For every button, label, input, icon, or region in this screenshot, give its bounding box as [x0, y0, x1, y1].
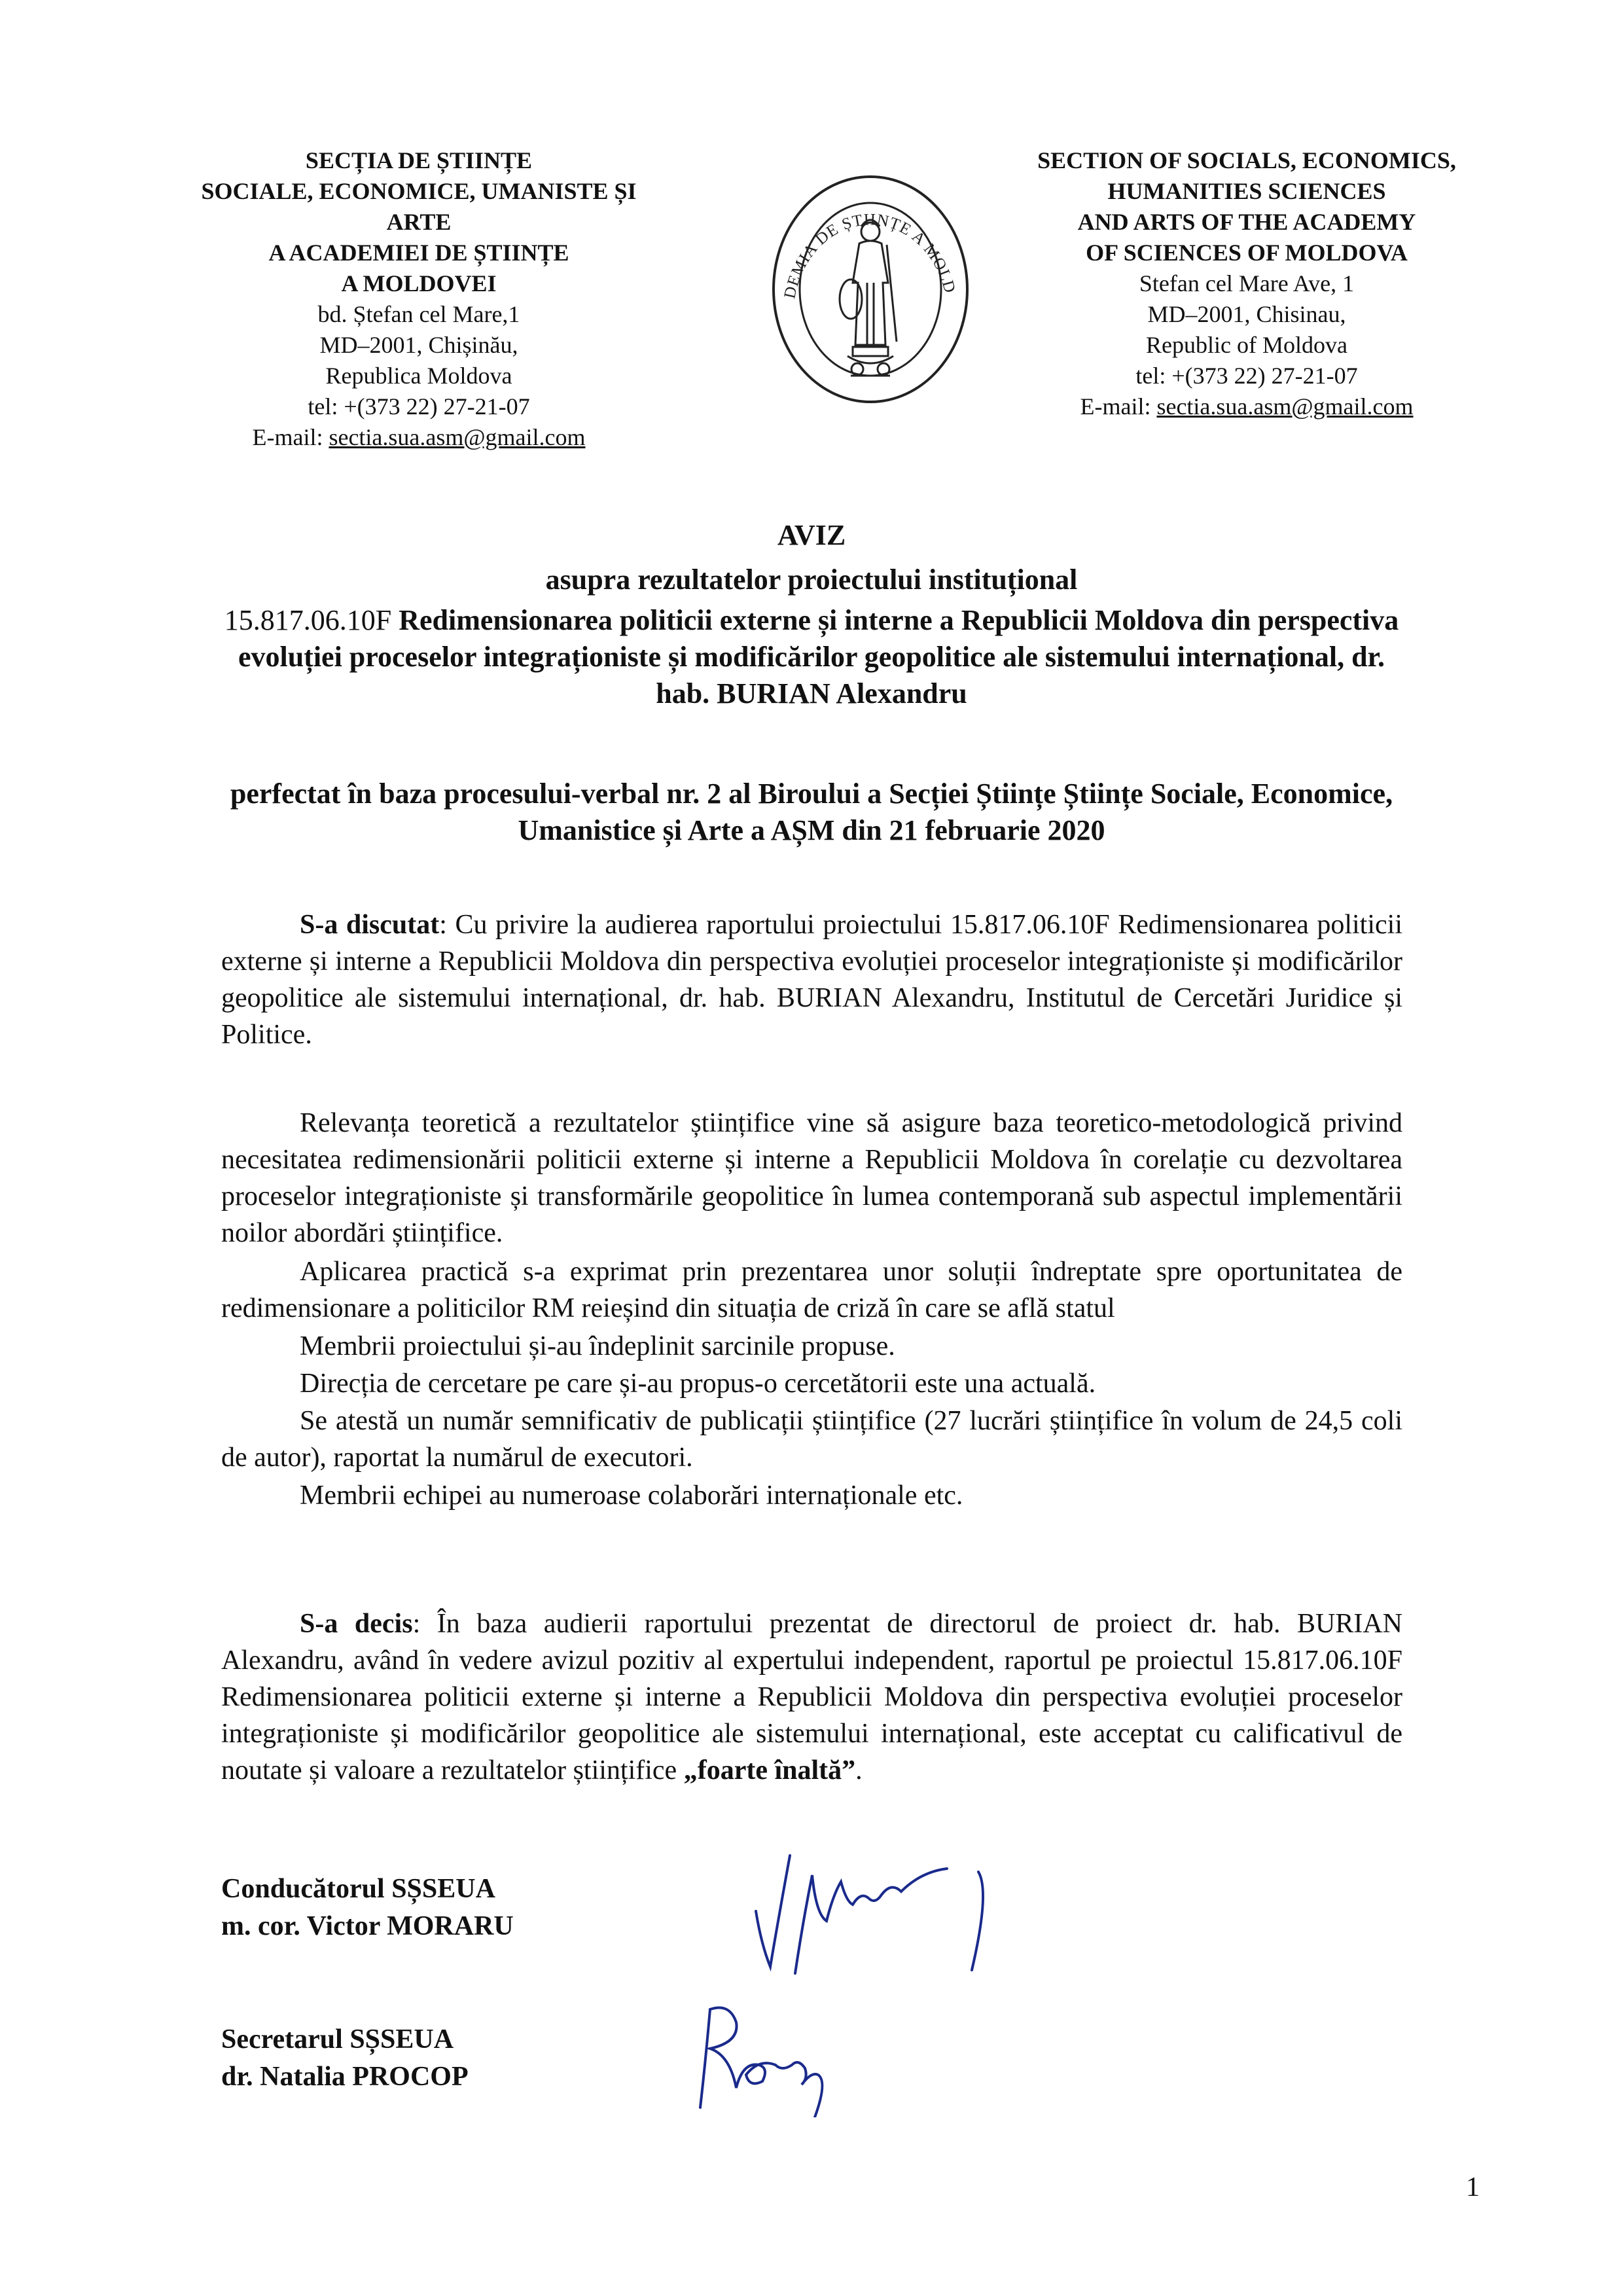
header-left — [157, 145, 681, 453]
header-left-tel: tel: +(373 22) 27-21-07 — [308, 393, 530, 420]
discussed-paragraph — [221, 906, 1402, 1053]
header-right-email-link[interactable]: sectia.sua.asm@gmail.com — [1156, 393, 1414, 420]
leader-signature-block — [221, 1871, 514, 1945]
discussed-text: : Cu privire la audierea raportului proiectului 15.817.06.10F Redimensionarea politicii externe și interne a Republicii Moldova din perspectiva evoluției proceselor integraționiste și modificărilor geopolitice ale sistemului internațional, dr. hab. BURIAN Alexandru, Institutul de Cercetări Juridice și Politice. — [221, 910, 1402, 1050]
svg-text:ACADEMIA DE ȘTIINȚE A MOLDOVEI — [769, 171, 959, 300]
header-right-line: HUMANITIES SCIENCES — [1107, 178, 1386, 204]
header-left-address: Republica Moldova — [325, 363, 512, 389]
header-left-line: A ACADEMIEI DE ȘTIINȚE — [268, 240, 569, 266]
body-paragraph: Membrii proiectului și-au îndeplinit sarcinile propuse. — [300, 1331, 895, 1361]
header-right-address: Stefan cel Mare Ave, 1 — [1139, 270, 1355, 296]
decided-label: S-a decis — [300, 1609, 413, 1639]
page-number: 1 — [1466, 2172, 1480, 2202]
header-left-address: bd. Ștefan cel Mare,1 — [317, 301, 520, 327]
discussed-label: S-a discutat — [300, 910, 440, 940]
header-right-address: MD–2001, Chisinau, — [1147, 301, 1346, 327]
leader-role: Conducătorul SȘSEUA — [221, 1874, 495, 1904]
header-left-line: A MOLDOVEI — [341, 270, 497, 296]
secretary-name: dr. Natalia PROCOP — [221, 2062, 469, 2092]
document-subtitle: asupra rezultatelor proiectului instituțional — [545, 564, 1078, 596]
email-label: E-mail: — [1080, 393, 1157, 420]
seal-text: DEMIA DE ȘTIINȚE A MOLD — [781, 211, 959, 300]
body-paragraph: Membrii echipei au numeroase colaborări internaționale etc. — [300, 1480, 963, 1511]
decided-rating: „foarte înaltă” — [683, 1755, 856, 1785]
header-right-line: SECTION OF SOCIALS, ECONOMICS, — [1037, 147, 1456, 173]
project-code: 15.817.06.10F — [224, 604, 392, 636]
academy-seal — [769, 171, 972, 407]
header-left-line: SECȚIA DE ȘTIINȚE — [305, 147, 533, 173]
secretary-role: Secretarul SȘSEUA — [221, 2024, 454, 2054]
decided-text: : În baza audierii raportului prezentat de directorul de proiect dr. hab. BURIAN Alexandru, având în vedere avizul pozitiv al expertului independent, raportul pe proiectul 15.817.06.10F Redimensionarea politicii externe și interne a Republicii Moldova din perspectiva evoluției proceselor integraționiste și modificărilor geopolitice ale sistemului internațional, este acceptat cu calificativul de noutate și valoare a rezultatelor științifice — [221, 1609, 1403, 1785]
project-title-block — [216, 602, 1407, 712]
header-right-line: AND ARTS OF THE ACADEMY — [1077, 209, 1416, 235]
body-paragraph: Aplicarea practică s-a exprimat prin prezentarea unor soluții îndreptate spre oportunitatea de redimensionare a politicilor RM reieșind din situația de criză în care se află statul — [221, 1257, 1402, 1323]
leader-name: m. cor. Victor MORARU — [221, 1911, 514, 1941]
decided-end: . — [855, 1755, 863, 1785]
header-left-address: MD–2001, Chișinău, — [319, 332, 518, 358]
header-right-line: OF SCIENCES OF MOLDOVA — [1086, 240, 1408, 266]
body-paragraph: Se atestă un număr semnificativ de publicații științifice (27 lucrări științifice în volum de 24,5 coli de autor), raportat la numărul de executori. — [221, 1406, 1402, 1473]
header-right-tel: tel: +(373 22) 27-21-07 — [1135, 363, 1358, 389]
header-right-email-row — [985, 391, 1508, 422]
document-title: AVIZ — [777, 519, 846, 551]
secretary-signature-block — [221, 2021, 469, 2096]
header-left-line: ARTE — [386, 209, 452, 235]
project-title: Redimensionarea politicii externe și interne a Republicii Moldova din perspectiva evoluției proceselor integraționiste și modificărilor geopolitice ale sistemului internațional, dr. hab. BURIAN Alexandru — [238, 604, 1399, 709]
header-left-line: SOCIALE, ECONOMICE, UMANISTE ȘI — [201, 178, 637, 204]
leader-handwritten-signature — [743, 1846, 1031, 1986]
secretary-handwritten-signature — [681, 1993, 877, 2121]
header-left-email-link[interactable]: sectia.sua.asm@gmail.com — [329, 424, 586, 450]
body-paragraph: Direcția de cercetare pe care și-au propus-o cercetătorii este una actuală. — [300, 1369, 1096, 1399]
header-left-email-row — [157, 422, 681, 453]
email-label: E-mail: — [252, 424, 329, 450]
decided-paragraph — [221, 1605, 1402, 1789]
header-right — [985, 145, 1508, 422]
header-right-address: Republic of Moldova — [1146, 332, 1347, 358]
body-paragraph: Relevanța teoretică a rezultatelor științifice vine să asigure baza teoretico-metodologică privind necesitatea redimensionării politicii externe și interne a Republicii Moldova în corelație cu dezvoltarea proceselor integraționiste și transformările geopolitice în lumea contemporană sub aspectul implementării noilor abordări științifice. — [221, 1108, 1402, 1248]
basis-statement: perfectat în baza procesului-verbal nr. 2 al Biroului a Secției Științe Științe Sociale, Economice, Umanistice și Arte a AȘM din 21 februarie 2020 — [230, 778, 1393, 846]
